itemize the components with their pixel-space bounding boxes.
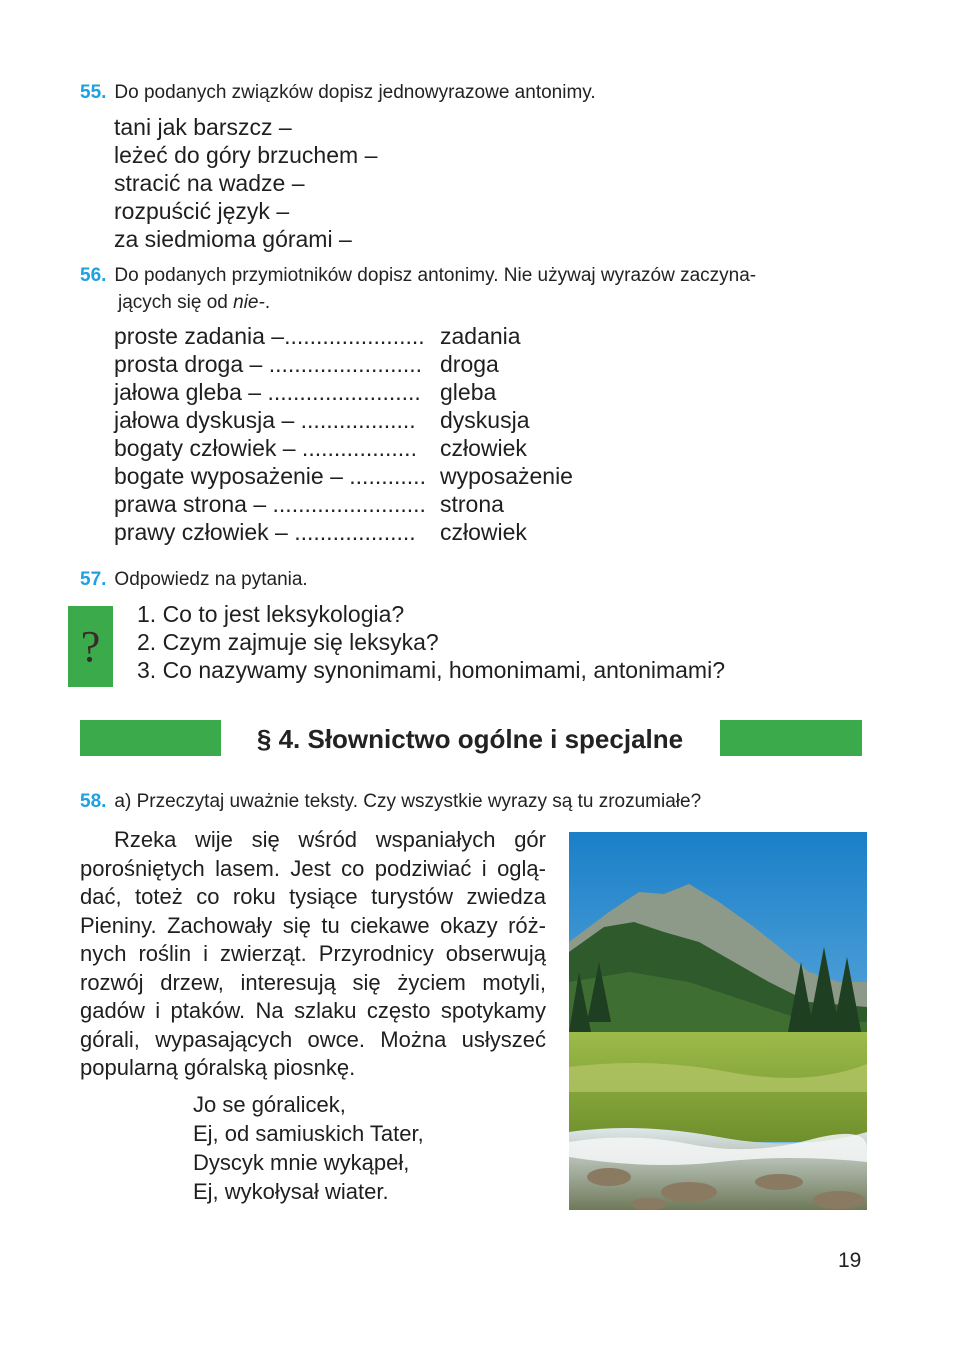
list-item: rozpuścić język – xyxy=(114,198,290,224)
list-item xyxy=(114,406,573,434)
answer-noun: człowiek xyxy=(440,519,527,545)
answer-noun: wyposażenie xyxy=(440,463,573,489)
phrase: bogaty człowiek – .................. xyxy=(114,435,417,461)
poem-line: Dyscyk mnie wykąpeł, xyxy=(193,1150,410,1175)
exercise-instruction-continued: jących się od nie-. xyxy=(118,292,271,313)
answer-noun: człowiek xyxy=(440,435,527,461)
list-item xyxy=(114,434,573,462)
phrase: prosta droga – ........................ xyxy=(114,351,423,377)
reading-text xyxy=(80,826,546,1083)
exercise-instruction: Do podanych przymiotników dopisz antonimy. Nie używaj wyrazów zaczyna- xyxy=(114,265,757,286)
exercise-56-list xyxy=(114,322,573,546)
list-item xyxy=(114,350,573,378)
section-bar-left xyxy=(80,720,221,756)
answer-noun: gleba xyxy=(440,379,497,405)
page-number: 19 xyxy=(838,1249,862,1272)
exercise-number: 57. xyxy=(80,569,107,590)
phrase: prawy człowiek – ................... xyxy=(114,519,416,545)
phrase: jałowa dyskusja – .................. xyxy=(114,407,416,433)
phrase: proste zadania –...................... xyxy=(114,323,425,349)
answer-noun: dyskusja xyxy=(440,407,530,433)
question-item: 3. Co nazywamy synonimami, homonimami, antonimami? xyxy=(137,657,725,683)
exercise-number: 56. xyxy=(80,265,107,286)
answer-noun: strona xyxy=(440,491,504,517)
paragraph: Rzeka wije się wśród wspaniałych gór porośniętych lasem. Jest co podziwiać i oglą-dać, toteż co roku tysiące turystów zwiedza Pieniny. Zachowały się tu ciekawe okazy róż-nych roślin i zwierząt. Przyrodnicy obserwują rozwój drzew, interesują się życiem motyli, gadów i ptaków. Na szlaku często spotykamy górali, wypasających owce. Można usłyszeć popularną góralską piosnkę. xyxy=(80,827,546,1080)
phrase: bogate wyposażenie – ............ xyxy=(114,463,426,489)
list-item xyxy=(114,518,573,546)
landscape-photo xyxy=(569,832,867,1210)
list-item: za siedmioma górami – xyxy=(114,226,352,252)
exercise-55-header xyxy=(80,82,596,104)
list-item xyxy=(114,490,573,518)
list-item xyxy=(114,322,573,350)
poem-line: Ej, wykołysał wiater. xyxy=(193,1179,389,1204)
question-mark-icon: ? xyxy=(68,606,113,687)
exercise-number: 55. xyxy=(80,82,107,103)
section-title: § 4. Słownictwo ogólne i specjalne xyxy=(256,724,684,754)
exercise-57-questions xyxy=(137,600,725,684)
question-item: 2. Czym zajmuje się leksyka? xyxy=(137,629,439,655)
exercise-instruction: Odpowiedz na pytania. xyxy=(114,569,308,590)
exercise-56-header xyxy=(80,265,756,287)
answer-noun: zadania xyxy=(440,323,521,349)
poem xyxy=(193,1090,424,1206)
poem-line: Jo se góralicek, xyxy=(193,1092,346,1117)
exercise-58-header xyxy=(80,791,701,813)
list-item: leżeć do góry brzuchem – xyxy=(114,142,378,168)
exercise-57-header xyxy=(80,569,308,591)
section-bar-right xyxy=(720,720,862,756)
prefix-nie: nie- xyxy=(233,292,265,313)
phrase: jałowa gleba – ........................ xyxy=(114,379,421,405)
list-item xyxy=(114,462,573,490)
list-item: tani jak barszcz – xyxy=(114,114,292,140)
exercise-number: 58. xyxy=(80,791,107,812)
question-item: 1. Co to jest leksykologia? xyxy=(137,601,405,627)
list-item: stracić na wadze – xyxy=(114,170,305,196)
exercise-instruction: a) Przeczytaj uważnie teksty. Czy wszystkie wyrazy są tu zrozumiałe? xyxy=(114,791,702,812)
exercise-instruction: Do podanych związków dopisz jednowyrazowe antonimy. xyxy=(114,82,596,103)
answer-noun: droga xyxy=(440,351,499,377)
list-item xyxy=(114,378,573,406)
phrase: prawa strona – ........................ xyxy=(114,491,426,517)
poem-line: Ej, od samiuskich Tater, xyxy=(193,1121,424,1146)
exercise-55-list xyxy=(114,113,377,253)
